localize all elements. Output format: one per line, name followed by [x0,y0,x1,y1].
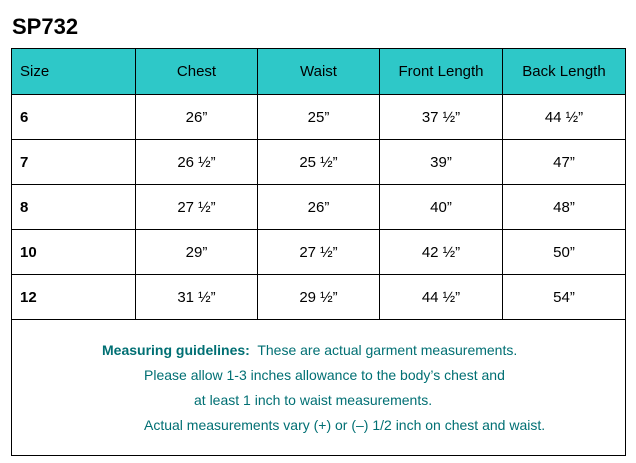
guidelines-label: Measuring guidelines: [102,342,250,358]
table-row [12,95,626,140]
guidelines-line-3: at least 1 inch to waist measurements. [194,392,433,408]
waist-cell: 27 ½” [258,230,380,275]
size-cell: 6 [12,95,136,140]
measuring-guidelines-cell [12,320,626,456]
table-row [12,275,626,320]
front-length-cell: 39” [380,140,503,185]
back-length-cell: 54” [503,275,626,320]
size-cell: 10 [12,230,136,275]
chest-cell: 27 ½” [136,185,258,230]
guidelines-line-2: Please allow 1-3 inches allowance to the body’s chest and [144,367,505,383]
back-length-cell: 47” [503,140,626,185]
header-waist: Waist [258,49,380,95]
chest-cell: 26” [136,95,258,140]
size-cell: 8 [12,185,136,230]
table-row [12,230,626,275]
guidelines-line-1 [102,342,517,358]
header-row [12,49,626,95]
waist-cell: 26” [258,185,380,230]
page-title: SP732 [12,14,79,39]
size-cell: 7 [12,140,136,185]
back-length-cell: 48” [503,185,626,230]
back-length-cell: 44 ½” [503,95,626,140]
header-back-length: Back Length [503,49,626,95]
header-chest: Chest [136,49,258,95]
chest-cell: 31 ½” [136,275,258,320]
chest-cell: 29” [136,230,258,275]
size-cell: 12 [12,275,136,320]
size-chart-table [11,48,626,456]
front-length-cell: 40” [380,185,503,230]
waist-cell: 25 ½” [258,140,380,185]
table-row [12,185,626,230]
back-length-cell: 50” [503,230,626,275]
notes-row [12,320,626,456]
front-length-cell: 37 ½” [380,95,503,140]
front-length-cell: 42 ½” [380,230,503,275]
measuring-guidelines [12,320,625,455]
waist-cell: 25” [258,95,380,140]
waist-cell: 29 ½” [258,275,380,320]
guidelines-text-1: These are actual garment measurements. [257,342,518,358]
header-front-length: Front Length [380,49,503,95]
guidelines-line-4: Actual measurements vary (+) or (–) 1/2 inch on chest and waist. [144,417,546,433]
header-size: Size [12,49,136,95]
table-row [12,140,626,185]
front-length-cell: 44 ½” [380,275,503,320]
chest-cell: 26 ½” [136,140,258,185]
